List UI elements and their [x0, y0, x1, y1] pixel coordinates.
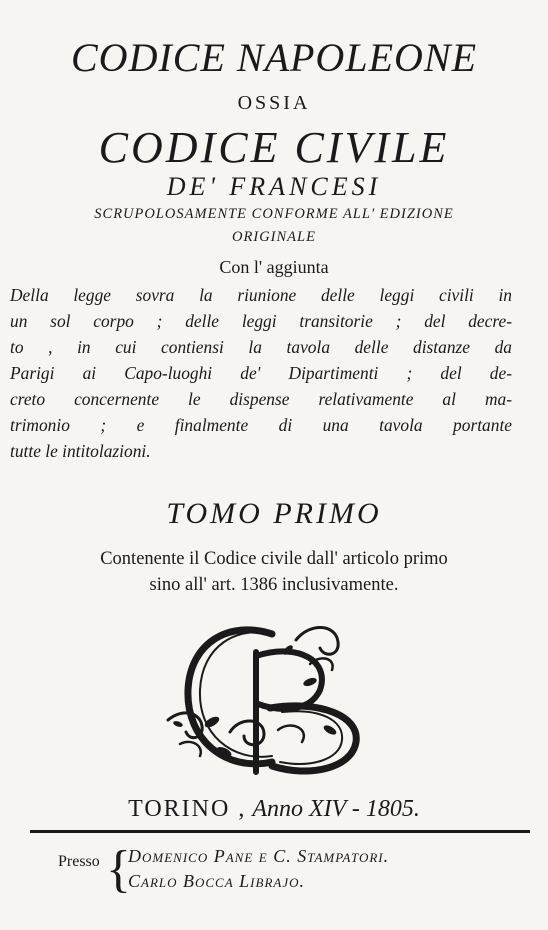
volume-title: TOMO PRIMO: [166, 497, 382, 530]
paragraph-line: creto concernente le dispense relativamente al ma-: [10, 389, 512, 409]
imprint-line: [0, 796, 548, 823]
de-francesi-line: DE' FRANCESI: [166, 172, 382, 201]
imprint-place: TORINO ,: [128, 796, 247, 822]
con-aggiunta-line: Con l' aggiunta: [219, 257, 329, 277]
divider-rule: [30, 830, 530, 833]
contents-line-2: sino all' art. 1386 inclusivamente.: [149, 575, 399, 595]
ossia-word: OSSIA: [237, 92, 311, 114]
paragraph-line: Della legge sovra la riunione delle leggi civili in: [10, 285, 512, 305]
paragraph-line: to , in cui contiensi la tavola delle distanze da: [10, 337, 512, 357]
secondary-title: CODICE CIVILE: [98, 123, 450, 172]
paragraph-line: tutte le intitolazioni.: [10, 441, 151, 461]
paragraph-line: Parigi ai Capo-luoghi de' Dipartimenti ; del de-: [10, 363, 512, 383]
imprint-year: Anno XIV - 1805.: [252, 796, 420, 822]
paragraph-line: trimonio ; e finalmente di una tavola portante: [10, 415, 512, 435]
contents-paragraph: [10, 282, 512, 464]
paragraph-line: un sol corpo ; delle leggi transitorie ; del decre-: [10, 311, 512, 331]
publisher-line-1: Domenico Pane e C. Stampatori.: [128, 846, 390, 866]
presso-label: Presso: [58, 853, 100, 870]
ornamental-monogram-icon: [160, 612, 390, 782]
main-title: CODICE NAPOLEONE: [71, 35, 477, 80]
conformity-line: SCRUPOLOSAMENTE CONFORME ALL' EDIZIONE: [94, 206, 454, 222]
originale-line: ORIGINALE: [232, 229, 316, 245]
contents-line-1: Contenente il Codice civile dall' articolo primo: [100, 549, 448, 569]
brace-icon: {: [106, 841, 131, 898]
publisher-line-2: Carlo Bocca Librajo.: [128, 871, 305, 891]
